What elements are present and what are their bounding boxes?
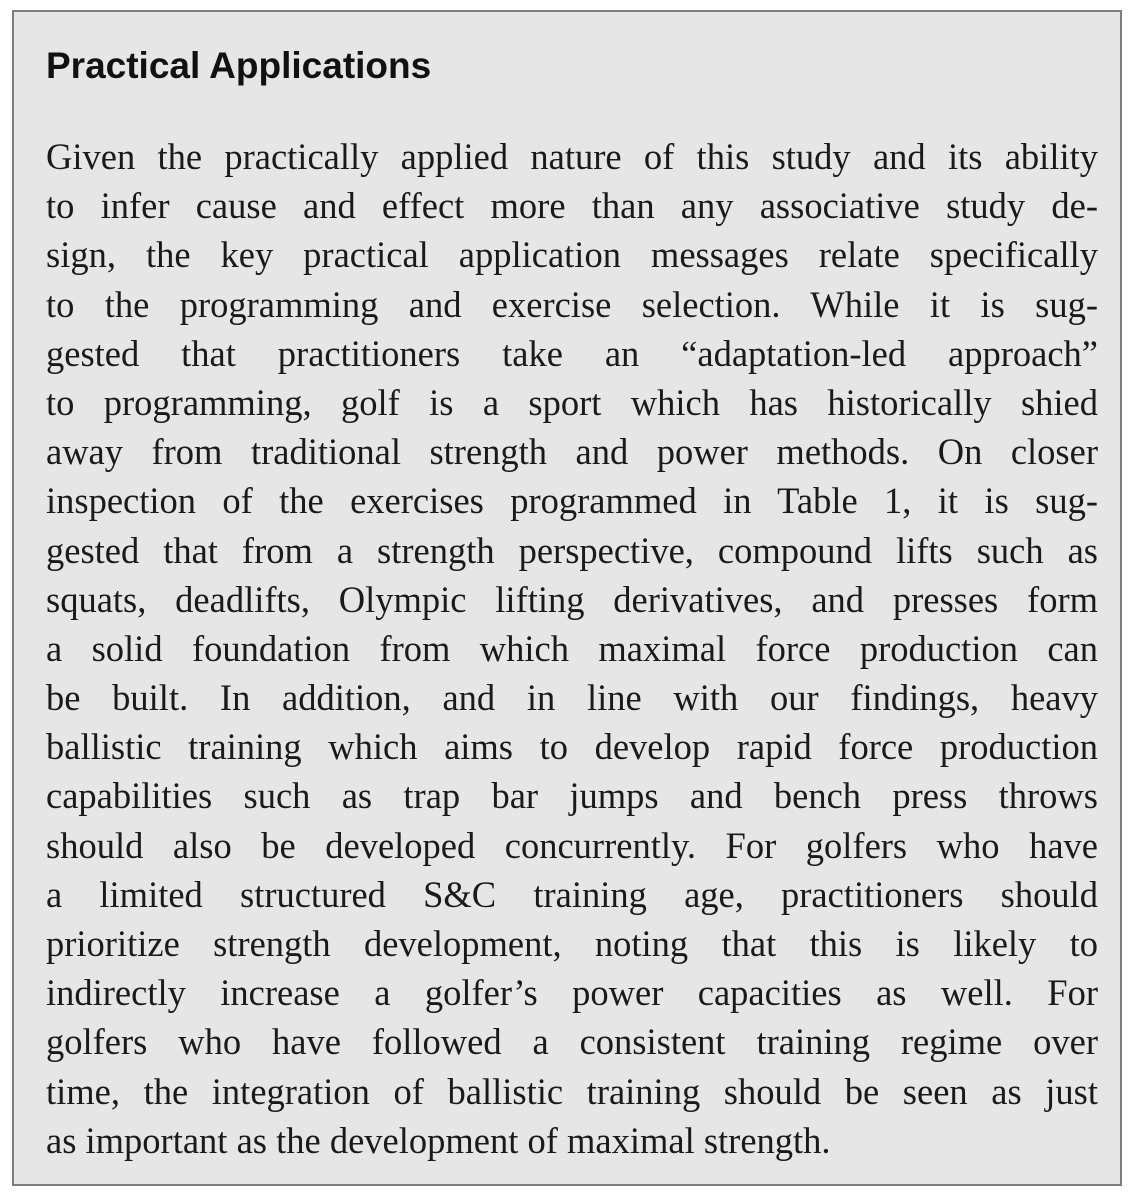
- paragraph-line: to the programming and exercise selection. While it is sug-: [46, 283, 1098, 325]
- paragraph-line: capabilities such as trap bar jumps and bench press throws: [46, 775, 1098, 817]
- practical-applications-box: [12, 10, 1122, 1186]
- paragraph-line: golfers who have followed a consistent training regime over: [46, 1021, 1098, 1063]
- paragraph-line: should also be developed concurrently. For golfers who have: [46, 824, 1098, 866]
- box-body-paragraph: [46, 132, 1098, 1165]
- paragraph-line: sign, the key practical application messages relate specifically: [46, 234, 1098, 276]
- paragraph-line: a solid foundation from which maximal force production can: [46, 627, 1098, 669]
- paragraph-line: ballistic training which aims to develop rapid force production: [46, 726, 1098, 768]
- paragraph-line: a limited structured S&C training age, practitioners should: [46, 873, 1098, 915]
- paragraph-line: indirectly increase a golfer’s power capacities as well. For: [46, 972, 1098, 1014]
- paragraph-line: time, the integration of ballistic training should be seen as just: [46, 1070, 1098, 1112]
- paragraph-line: be built. In addition, and in line with our findings, heavy: [46, 677, 1098, 719]
- paragraph-line: prioritize strength development, noting that this is likely to: [46, 923, 1098, 964]
- paragraph-line: gested that from a strength perspective, compound lifts such as: [46, 529, 1098, 571]
- paragraph-line: Given the practically applied nature of this study and its ability: [46, 136, 1098, 177]
- box-heading: Practical Applications: [46, 45, 432, 86]
- paragraph-line: gested that practitioners take an “adaptation-led approach”: [46, 332, 1098, 374]
- paragraph-line: away from traditional strength and power methods. On closer: [46, 431, 1098, 473]
- paragraph-line: to infer cause and effect more than any associative study de-: [46, 185, 1098, 227]
- paragraph-line: to programming, golf is a sport which has historically shied: [46, 381, 1098, 423]
- paragraph-line: squats, deadlifts, Olympic lifting derivatives, and presses form: [46, 578, 1098, 620]
- paragraph-line: inspection of the exercises programmed in Table 1, it is sug-: [46, 480, 1098, 522]
- paragraph-line: as important as the development of maximal strength.: [46, 1119, 831, 1161]
